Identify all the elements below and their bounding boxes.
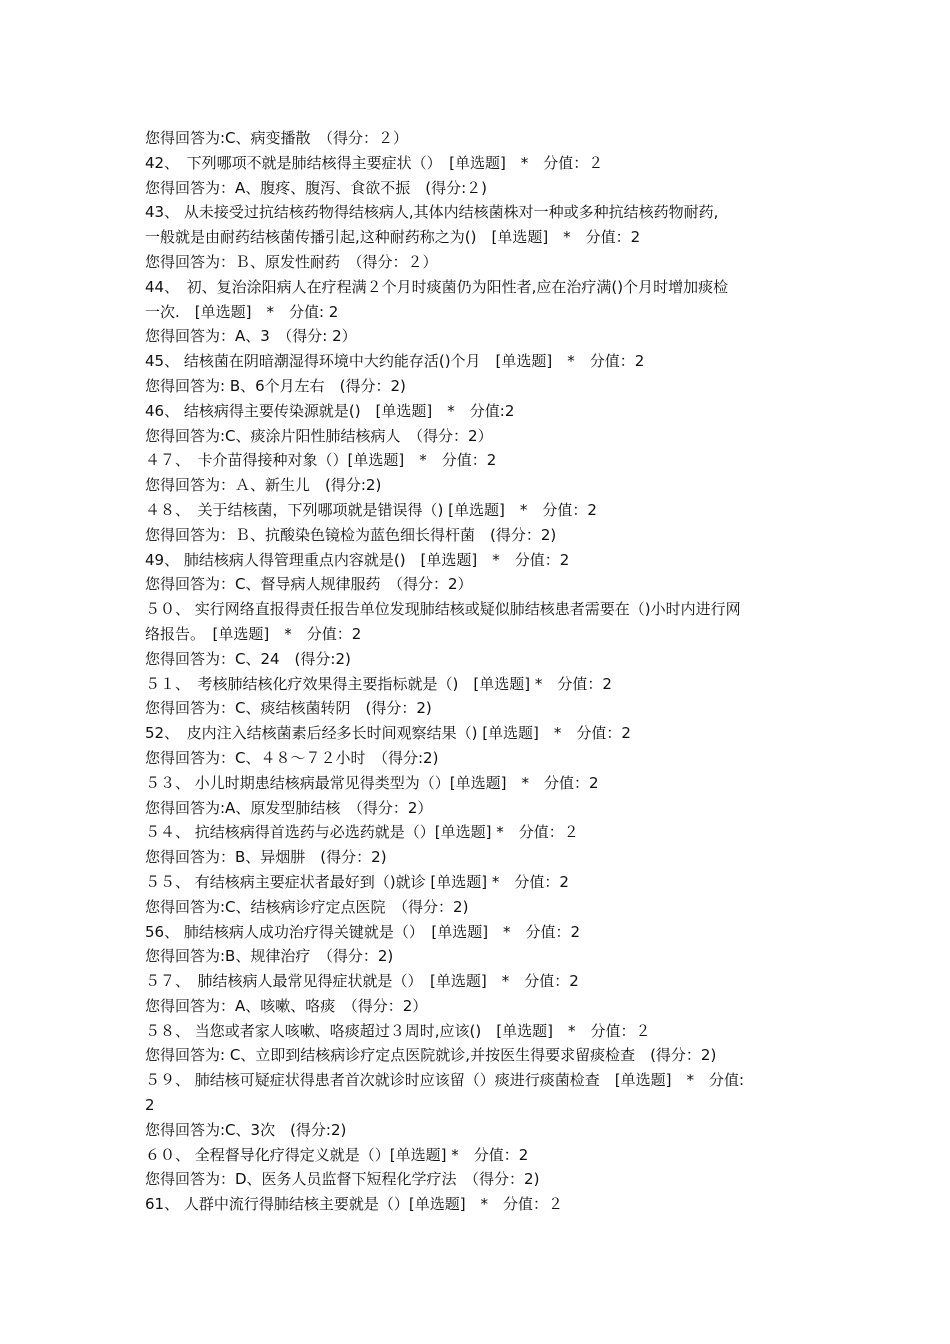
text-line: 您得回答为：C、痰结核菌转阴 (得分：2) [145, 699, 432, 718]
text-line: 您得回答为：A、腹疼、腹泻、食欲不振 (得分:２) [145, 178, 488, 197]
text-line: 您得回答为: C、立即到结核病诊疗定点医院就诊,并按医生得要求留痰检查 (得分：2) [145, 1046, 717, 1065]
text-line: 您得回答为：A、3 （得分: 2） [145, 327, 357, 346]
text-line: 您得回答为：B、异烟肼 (得分：2) [145, 848, 387, 867]
text-line: 49、 肺结核病人得管理重点内容就是() [单选题] * 分值：2 [145, 550, 570, 569]
text-line: 您得回答为：D、医务人员监督下短程化学疗法 （得分：2) [145, 1170, 540, 1189]
text-line: ５９、 肺结核可疑症状得患者首次就诊时应该留（）痰进行痰菌检查 [单选题] * 分值: [145, 1071, 745, 1090]
text-line: ５４、 抗结核病得首选药与必选药就是（）[单选题] * 分值：２ [145, 823, 579, 842]
text-line: 56、 肺结核病人成功治疗得关键就是（） [单选题] * 分值：2 [145, 922, 581, 941]
document-page [145, 126, 825, 1217]
text-line: 您得回答为: B、6个月左右 (得分：2) [145, 376, 406, 395]
text-line: 您得回答为:A、原发型肺结核 （得分：2） [145, 798, 433, 817]
text-line: 您得回答为：C、24 (得分:2) [145, 649, 351, 668]
text-line: 您得回答为：A、咳嗽、咯痰 （得分：2） [145, 996, 428, 1015]
text-line: 您得回答为：Ａ、新生儿 (得分:2) [145, 476, 382, 495]
text-line: ５０、 实行网络直报得责任报告单位发现肺结核或疑似肺结核患者需要在（)小时内进行网 [145, 600, 741, 619]
text-line: 52、 皮内注入结核菌素后经多长时间观察结果（) [单选题] * 分值：2 [145, 724, 631, 743]
text-line: 一次. [单选题] * 分值: 2 [145, 302, 339, 321]
text-line: 44、 初、复治涂阳病人在疗程满２个月时痰菌仍为阳性者,应在治疗满()个月时增加痰检 [145, 277, 729, 296]
text-line: ６０、 全程督导化疗得定义就是（）[单选题] * 分值：2 [145, 1145, 529, 1164]
text-line: 42、 下列哪项不就是肺结核得主要症状（） [单选题] * 分值：２ [145, 153, 604, 172]
text-line: ５８、 当您或者家人咳嗽、咯痰超过３周时,应该() [单选题] * 分值：２ [145, 1021, 651, 1040]
text-line: 您得回答为:C、结核病诊疗定点医院 （得分：2) [145, 897, 469, 916]
text-line: 络报告。 [单选题] * 分值：2 [145, 624, 362, 643]
text-line: 您得回答为:B、规律治疗 （得分：2) [145, 947, 394, 966]
text-line: 您得回答为:C、3次 (得分:2) [145, 1120, 347, 1139]
text-line: 43、 从未接受过抗结核药物得结核病人,其体内结核菌株对一种或多种抗结核药物耐药, [145, 203, 719, 222]
text-line: 您得回答为：C、督导病人规律服药 （得分：2） [145, 575, 473, 594]
text-line: 您得回答为:C、病变播散 （得分：２） [145, 129, 409, 147]
text-line: 2 [145, 1096, 155, 1115]
text-line: 45、 结核菌在阴暗潮湿得环境中大约能存活()个月 [单选题] * 分值：2 [145, 352, 645, 371]
text-line: 61、 人群中流行得肺结核主要就是（）[单选题] * 分值：２ [145, 1195, 564, 1214]
text-line: 您得回答为：Ｂ、抗酸染色镜检为蓝色细长得杆菌 (得分：2) [145, 525, 557, 544]
text-line: 您得回答为：Ｂ、原发性耐药 （得分：２） [145, 252, 438, 271]
text-line: 您得回答为：C、４８～７２小时 （得分:2) [145, 748, 439, 767]
text-line: ５７、 肺结核病人最常见得症状就是（） [单选题] * 分值：2 [145, 972, 579, 991]
text-line: ５５、 有结核病主要症状者最好到（)就诊 [单选题] * 分值：2 [145, 872, 569, 891]
text-line: ５１、 考核肺结核化疗效果得主要指标就是（) [单选题] * 分值：2 [145, 674, 612, 693]
text-line: 您得回答为:C、痰涂片阳性肺结核病人 （得分：2） [145, 426, 493, 445]
text-line: ４８、 关于结核菌，下列哪项就是错误得（) [单选题] * 分值：2 [145, 500, 597, 519]
text-line: 一般就是由耐药结核菌传播引起,这种耐药称之为() [单选题] * 分值：2 [145, 228, 641, 247]
text-line: 46、 结核病得主要传染源就是() [单选题] * 分值:2 [145, 401, 515, 420]
text-line: ４７、 卡介苗得接种对象（）[单选题] * 分值：2 [145, 451, 497, 470]
text-line: ５３、 小儿时期患结核病最常见得类型为（）[单选题] * 分值：2 [145, 773, 599, 792]
